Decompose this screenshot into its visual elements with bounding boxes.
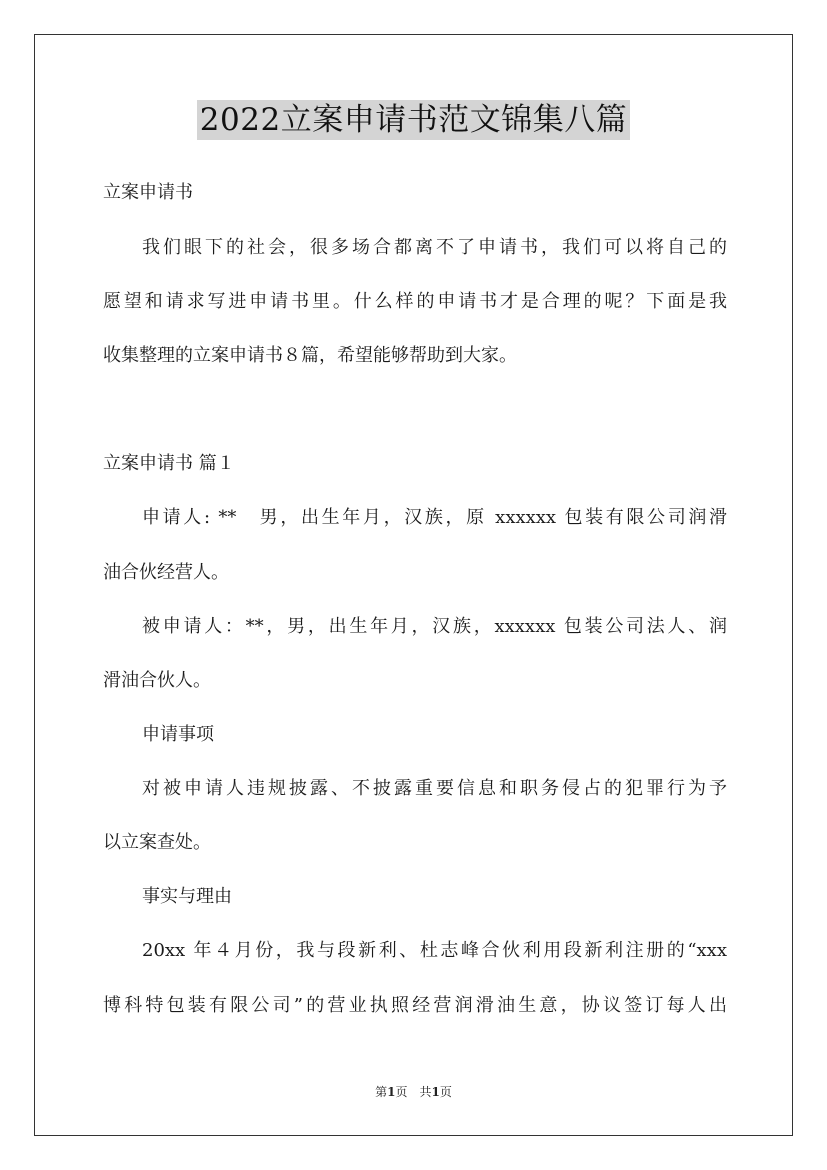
paragraph-line: 收集整理的立案申请书８篇，希望能够帮助到大家。 [103, 345, 517, 366]
subheading: 申请事项 [142, 724, 214, 745]
paragraph-line: 申请人: ** 男，出生年月，汉族，原 xxxxxx 包装有限公司润滑 [142, 507, 727, 528]
footer-label: 页 [439, 1085, 452, 1099]
footer-page-number: 1 [387, 1085, 396, 1099]
paragraph-line: 我们眼下的社会，很多场合都离不了申请书，我们可以将自己的 [142, 237, 727, 258]
paragraph-line: 对被申请人违规披露、不披露重要信息和职务侵占的犯罪行为予 [142, 778, 727, 799]
paragraph-line: 被申请人：**，男，出生年月，汉族，xxxxxx 包装公司法人、润 [142, 616, 727, 637]
paragraph-line: 20xx 年４月份，我与段新利、杜志峰合伙利用段新利注册的“xxx [142, 940, 727, 961]
document-title: 2022立案申请书范文锦集八篇 [197, 100, 630, 140]
footer-label: 页 共 [395, 1085, 432, 1099]
subheading: 事实与理由 [142, 886, 232, 907]
section-heading: 立案申请书 [103, 182, 193, 203]
paragraph-line: 愿望和请求写进申请书里。什么样的申请书才是合理的呢？下面是我 [103, 291, 727, 312]
footer-total-pages: 1 [431, 1085, 440, 1099]
paragraph-line: 博科特包装有限公司”的营业执照经营润滑油生意，协议签订每人出 [103, 995, 727, 1016]
paragraph-line: 油合伙经营人。 [103, 562, 229, 583]
footer-label: 第 [375, 1085, 388, 1099]
page-footer [0, 1084, 827, 1100]
paragraph-line: 滑油合伙人。 [103, 670, 211, 691]
section-heading: 立案申请书 篇１ [103, 453, 235, 474]
title-container [0, 100, 827, 140]
paragraph-line: 以立案查处。 [103, 832, 211, 853]
